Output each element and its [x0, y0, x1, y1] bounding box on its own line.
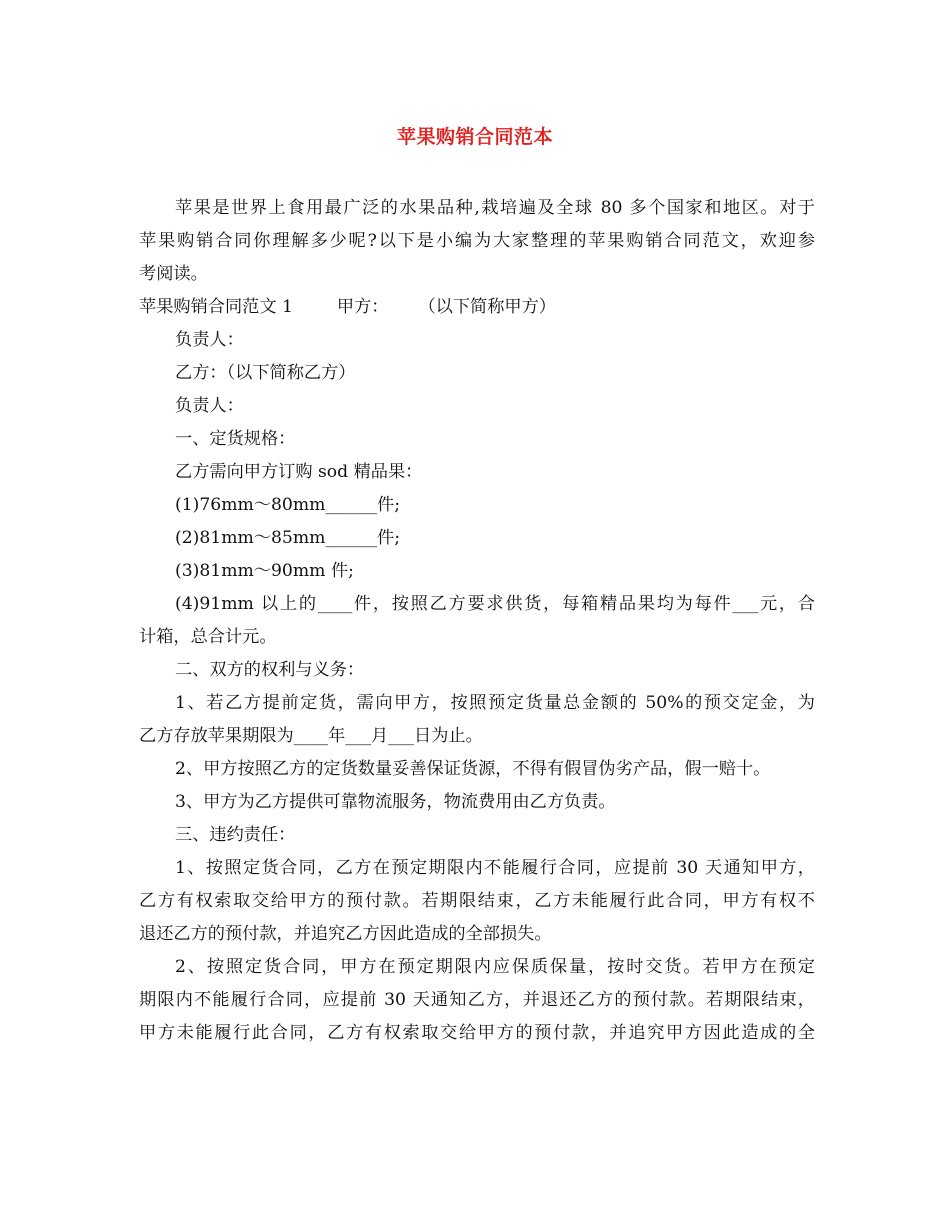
clause-line: 1、按照定货合同，乙方在预定期限内不能履行合同，应提前 30 天通知甲方，	[175, 858, 815, 878]
clause-line: 2、甲方按照乙方的定货数量妥善保证货源，不得有假冒伪劣产品，假一赔十。	[175, 759, 771, 779]
spec-item: (4)91mm 以上的____件，按照乙方要求供货，每箱精品果均为每件___元，合	[175, 594, 815, 614]
document-title: 苹果购销合同范本	[396, 126, 553, 148]
paragraph-line: 考阅读。	[139, 264, 208, 284]
sample-heading: 苹果购销合同范文 1	[139, 297, 293, 317]
party-a-note: （以下简称甲方）	[418, 297, 556, 317]
heading-line	[139, 291, 815, 324]
clause-line: 2、按照定货合同，甲方在预定期限内应保质保量，按时交货。若甲方在预定	[175, 957, 815, 977]
paragraph-line: 苹果是世界上食用最广泛的水果品种,栽培遍及全球 80 多个国家和地区。对于	[175, 198, 815, 218]
paragraph-line: 乙方：（以下简称乙方）	[175, 363, 356, 383]
party-a-label: 甲方：	[336, 297, 389, 317]
clause-line: 乙方存放苹果期限为____年___月___日为止。	[139, 726, 483, 746]
section-heading: 一、定货规格：	[175, 429, 296, 449]
paragraph-line: 苹果购销合同你理解多少呢?以下是小编为大家整理的苹果购销合同范文，欢迎参	[139, 231, 815, 251]
section-heading: 二、双方的权利与义务：	[175, 660, 365, 680]
paragraph-line: 乙方需向甲方订购 sod 精品果：	[175, 462, 423, 482]
clause-line: 期限内不能履行合同，应提前 30 天通知乙方，并退还乙方的预付款。若期限结束，	[139, 990, 815, 1010]
clause-line: 甲方未能履行此合同，乙方有权索取交给甲方的预付款，并追究甲方因此造成的全	[139, 1023, 815, 1043]
spec-item: (2)81mm～85mm______件;	[175, 528, 401, 548]
clause-line: 退还乙方的预付款，并追究乙方因此造成的全部损失。	[139, 924, 552, 944]
section-heading: 三、违约责任：	[175, 825, 296, 845]
spec-item: (1)76mm～80mm______件;	[175, 495, 401, 515]
document-body	[139, 192, 815, 1050]
clause-line: 乙方有权索取交给甲方的预付款。若期限结束，乙方未能履行此合同，甲方有权不	[139, 891, 815, 911]
paragraph-line: 计箱，总合计元。	[139, 627, 277, 647]
paragraph-line: 负责人：	[175, 330, 244, 350]
paragraph-line: 负责人：	[175, 396, 244, 416]
clause-line: 3、甲方为乙方提供可靠物流服务，物流费用由乙方负责。	[175, 792, 616, 812]
clause-line: 1、若乙方提前定货，需向甲方，按照预定货量总金额的 50%的预交定金，为	[175, 693, 815, 713]
spec-item: (3)81mm～90mm 件;	[175, 561, 354, 581]
